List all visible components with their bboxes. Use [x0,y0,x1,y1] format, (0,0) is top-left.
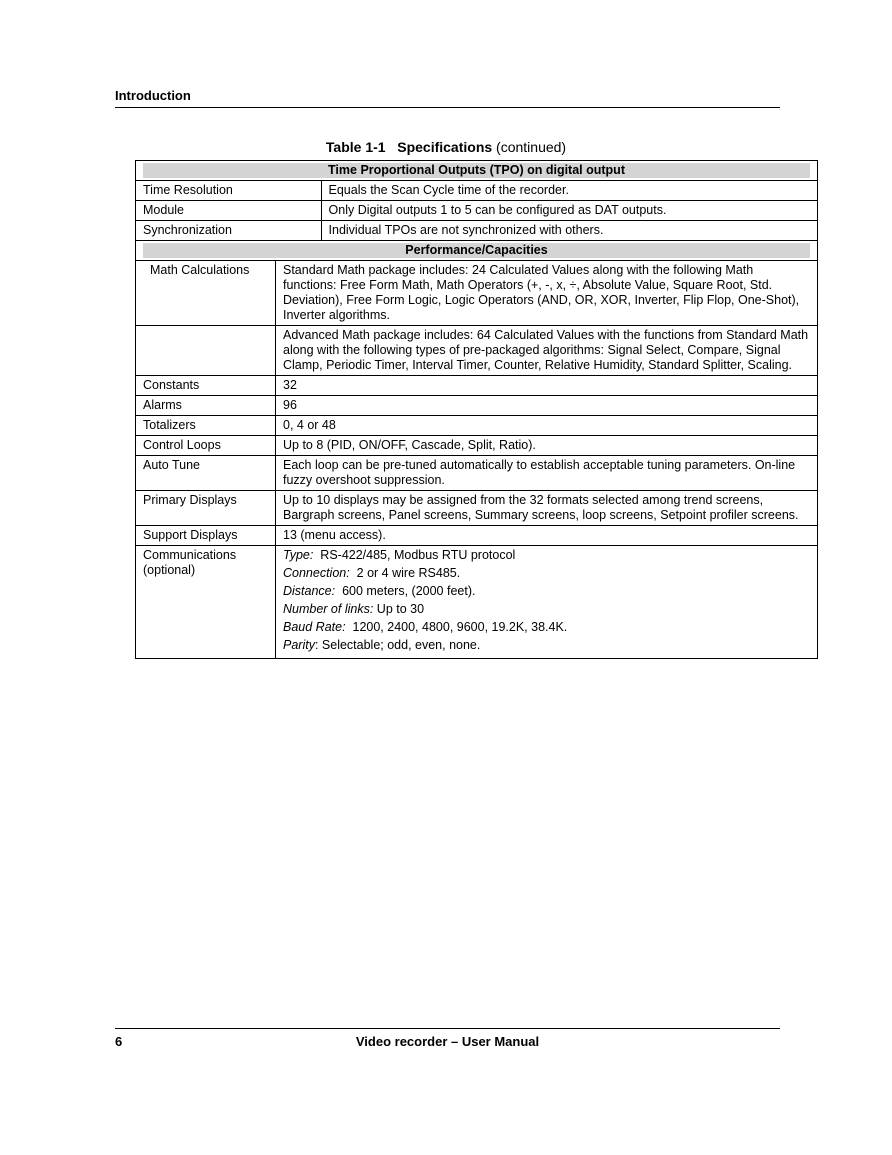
page-number: 6 [115,1034,123,1049]
row-value: Only Digital outputs 1 to 5 can be configured as DAT outputs. [321,201,817,221]
communications-label: Communications [143,548,237,562]
comm-links: Number of links: Up to 30 [283,602,425,616]
row-label [136,546,276,659]
table-row [136,201,818,221]
section-title-performance: Performance/Capacities [143,243,810,258]
table-caption [0,138,892,156]
communications-label-optional: (optional) [143,563,196,577]
table-suffix: (continued) [496,139,567,155]
row-label: Module [136,201,322,221]
row-label: Time Resolution [136,181,322,201]
manual-title: Video recorder – User Manual [355,1034,540,1049]
table-name: Specifications [397,139,493,155]
section-header-row [136,161,818,181]
table-row [136,326,818,376]
row-label: Primary Displays [136,491,276,526]
table-row [136,221,818,241]
table-row [136,376,818,396]
row-value: Advanced Math package includes: 64 Calculated Values with the functions from Standard Math along with the following types of pre-packaged algorithms: Signal Select, Compare, Signal Clamp, Periodic Timer, Interval Timer, Counter, Relative Humidity, Standard Splitter, Scaling. [276,326,818,376]
row-label: Auto Tune [136,456,276,491]
section-title-tpo: Time Proportional Outputs (TPO) on digital output [143,163,810,178]
comm-baud-rate: Baud Rate: 1200, 2400, 4800, 9600, 19.2K, 38.4K. [283,620,568,634]
row-label: Totalizers [136,416,276,436]
table-row [136,261,818,326]
table-number: Table 1-1 [325,139,386,155]
section-title: Introduction [115,88,191,103]
table-row [136,436,818,456]
row-value: 32 [276,376,818,396]
row-value: Up to 10 displays may be assigned from the 32 formats selected among trend screens, Bargraph screens, Panel screens, Summary screens, loop screens, Setpoint profiler screens. [276,491,818,526]
row-value: 13 (menu access). [276,526,818,546]
row-value [276,546,818,659]
page-header [115,88,780,108]
row-value: Standard Math package includes: 24 Calculated Values along with the following Math functions: Free Form Math, Math Operators (+, -, x, ÷, Absolute Value, Square Root, Std. Deviation), Free Form Logic, Logic Operators (AND, OR, XOR, Inverter, Flip Flop, One-Shot), Inverter algorithms. [276,261,818,326]
page-footer [115,1028,780,1050]
table-row-communications [136,546,818,659]
table-row [136,456,818,491]
table-row [136,491,818,526]
row-label: Math Calculations [136,261,276,326]
row-label: Constants [136,376,276,396]
table-row [136,181,818,201]
row-value: 96 [276,396,818,416]
comm-distance: Distance: 600 meters, (2000 feet). [283,584,476,598]
row-value: Equals the Scan Cycle time of the recorder. [321,181,817,201]
row-value: Individual TPOs are not synchronized with others. [321,221,817,241]
row-value: 0, 4 or 48 [276,416,818,436]
table-row [136,526,818,546]
table-row [136,396,818,416]
row-label: Synchronization [136,221,322,241]
specifications-table [135,160,818,659]
row-label-empty [136,326,276,376]
comm-parity: Parity: Selectable; odd, even, none. [283,638,481,652]
row-value: Up to 8 (PID, ON/OFF, Cascade, Split, Ratio). [276,436,818,456]
row-label: Alarms [136,396,276,416]
row-label: Control Loops [136,436,276,456]
comm-type: Type: RS-422/485, Modbus RTU protocol [283,548,516,562]
row-label: Support Displays [136,526,276,546]
section-header-row [136,241,818,261]
comm-connection: Connection: 2 or 4 wire RS485. [283,566,461,580]
row-value: Each loop can be pre-tuned automatically to establish acceptable tuning parameters. On-line fuzzy overshoot suppression. [276,456,818,491]
table-row [136,416,818,436]
